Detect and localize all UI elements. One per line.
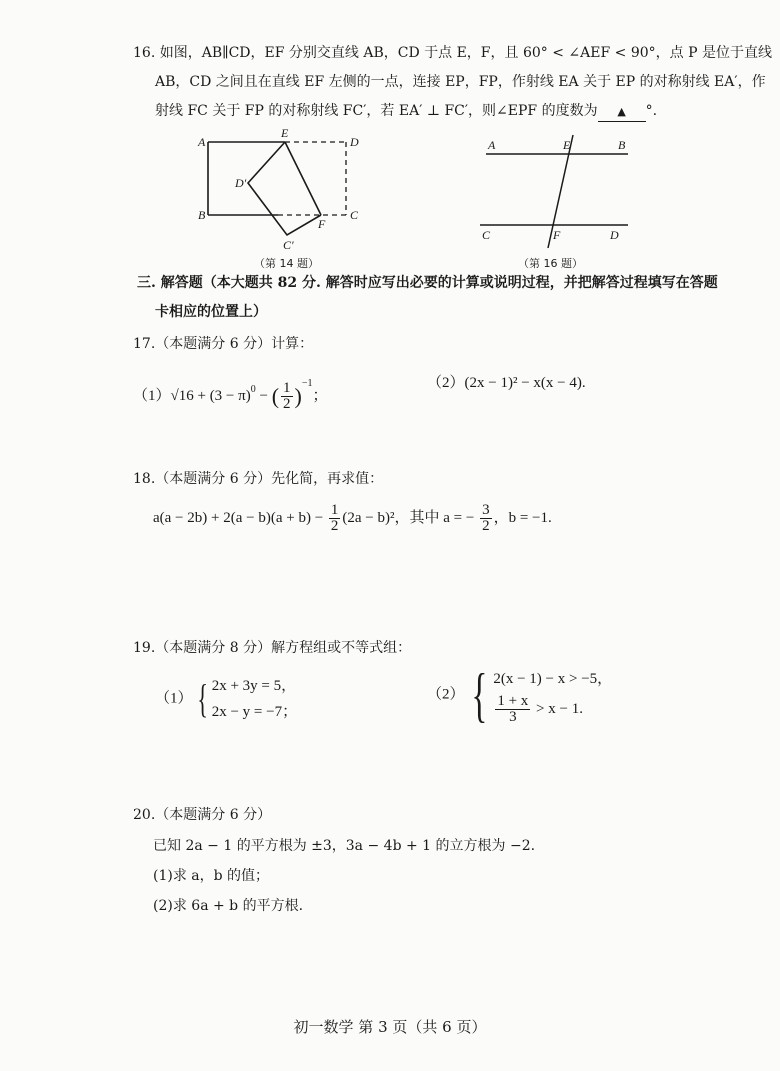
fig14-caption: （第 14 题） [254,257,319,270]
q19-title: 19.（本题满分 8 分）解方程组或不等式组： [133,640,412,656]
q18-frac1-den: 2 [330,518,339,535]
fig16-label-d: D [610,228,619,242]
q19-p2-frac-num: 1 + x [497,693,529,710]
q17-p1-exp: −1 [301,378,313,389]
figure-16 [478,130,638,275]
triangle-mark: ▲ [617,105,626,118]
fig14-label-b: B [198,208,206,222]
q19-p2-ineq2-end: > x − 1. [532,701,583,718]
q17-p1-frac-den: 2 [283,396,291,413]
fig16-label-f: F [553,228,561,242]
q18-frac2 [480,503,492,534]
q17-p1-end: ； [312,388,328,404]
q19-p2-fraction [495,694,530,725]
q18-expr-end: ，b = −1. [493,510,552,526]
answer-blank [598,102,646,122]
fig14-label-e: E [281,126,289,140]
section3-line2: 卡相应的位置上） [155,304,267,320]
q19-p1-eq2: 2x − y = −7； [211,703,298,720]
q18-title: 18.（本题满分 6 分）先化简，再求值： [133,471,384,487]
q16-line3 [155,98,657,125]
fig16-label-e: E [563,138,571,152]
q16-line3-end: °. [645,103,658,119]
q17-part1: $(1)√16 + (3 - \pi)^0$ − ( $\frac{1}{2}$ )$^{-1}$； [133,378,328,413]
q19-p1-label: （1） [155,690,193,707]
page-footer: 初一数学 第 3 页（共 6 页） [293,1018,487,1036]
q18-expression [153,500,552,536]
q19-p2-ineq2 [493,694,612,725]
figure-14 [190,125,380,275]
fig16-label-a: A [488,138,496,152]
q19-p2-ineq1: 2(x − 1) − x > −5， [493,671,613,688]
q16-line3-text: 射线 FC 关于 FP 的对称射线 FC′，若 EA′ ⊥ FC′，则∠EPF 的度数为 [155,103,598,119]
fig14-label-d: D [350,135,359,149]
left-brace-icon: { [470,661,487,728]
q19-part2 [427,658,612,731]
q17-p1-exp0: 0 [250,384,256,395]
q19-p2-label: （2） [427,686,465,703]
q19-p1-eq1: 2x + 3y = 5， [211,677,297,694]
q18-frac1-num: 1 [330,502,339,519]
fig14-label-f: F [318,217,326,231]
q17-p1-fraction [281,381,293,412]
left-brace-icon: { [196,675,208,721]
q17-p1-start: （1）√16 + (3 − π) [133,388,251,404]
q18-frac2-den: 2 [482,518,490,535]
q20-part2: (2)求 6a + b 的平方根. [153,898,304,914]
q17-p1-mid: − [255,388,272,404]
q17-part2: （2）(2x − 1)² − x(x − 4). [427,375,586,391]
q19-p1-system [212,673,297,725]
q18-expr-mid: (2a − b)²，其中 a = − [342,510,479,526]
q20-title: 20.（本题满分 6 分） [133,807,272,823]
fig16-label-c: C [482,228,491,242]
fig16-caption: （第 16 题） [518,257,583,270]
q17-title: 17.（本题满分 6 分）计算： [133,336,314,352]
q18-frac2-num: 3 [482,502,490,519]
q17-p1-frac-num: 1 [283,380,291,397]
q16-line1: 16. 如图，AB∥CD，EF 分别交直线 AB，CD 于点 E，F，且 60° < ∠AEF < 90°，点 P 是位于直线 [133,45,772,61]
q16-line2: AB，CD 之间且在直线 EF 左侧的一点，连接 EP，FP，作射线 EA 关于 EP 的对称射线 EA′，作 [155,74,766,90]
fig14-label-c: C [350,208,359,222]
q19-part1 [155,672,297,725]
fig14-label-dprime: D′ [235,176,247,190]
q20-given: 已知 2a − 1 的平方根为 ±3，3a − 4b + 1 的立方根为 −2. [153,838,536,854]
q19-p2-system [493,664,612,725]
q18-frac1 [329,503,341,534]
q18-expr-start: a(a − 2b) + 2(a − b)(a + b) − [153,510,327,526]
fig14-label-cprime: C′ [283,238,294,252]
section3-line1: 三. 解答题（本大题共 82 分. 解答时应写出必要的计算或说明过程，并把解答过程填写在答题 [137,275,718,291]
q20-part1: (1)求 a，b 的值； [153,868,270,884]
q19-p2-frac-den: 3 [509,709,517,726]
fig16-label-b: B [618,138,626,152]
fig14-label-a: A [198,135,206,149]
